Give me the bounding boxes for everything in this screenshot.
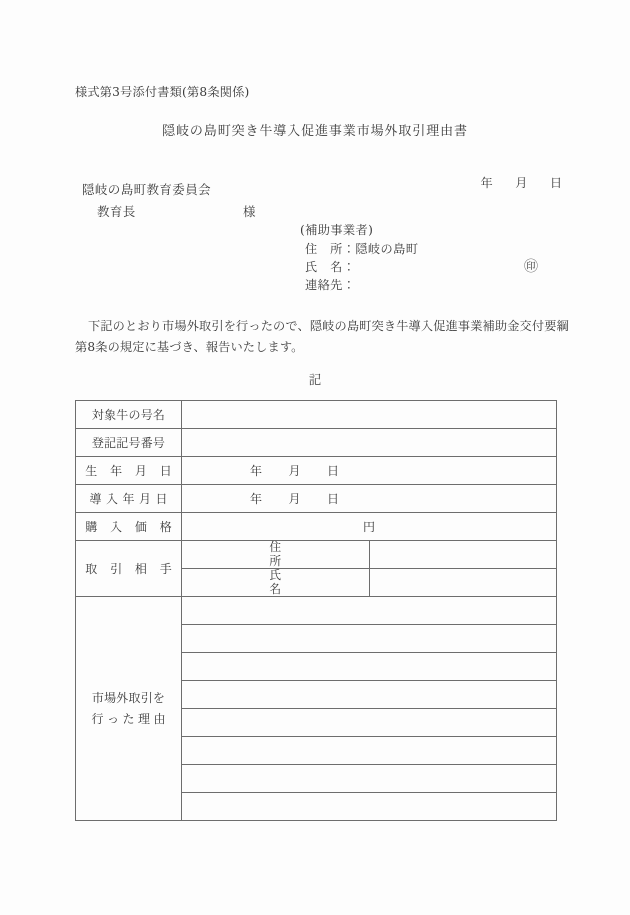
row-value-introduction-date[interactable]: [182, 485, 557, 513]
table-row: [76, 485, 557, 513]
birth-month-label: 月: [288, 464, 302, 478]
row-label-purchase-price: 購 入 価 格: [76, 513, 182, 541]
row-value-partner-address[interactable]: [369, 541, 557, 569]
form-code: 様式第3号添付書類(第8条関係): [75, 85, 250, 99]
sublabel-partner-address-char1: 住: [269, 540, 282, 555]
introduction-year-label: 年: [250, 492, 263, 506]
reason-write-line[interactable]: [182, 625, 557, 653]
date-line: [463, 160, 563, 205]
row-label-introduction-date: 導入年月日: [76, 485, 182, 513]
body-paragraph-line-2: 第8条の規定に基づき、報告いたします。: [75, 340, 304, 354]
birth-day-label: 日: [327, 464, 340, 478]
introduction-month-label: 月: [288, 492, 302, 506]
row-value-partner-name[interactable]: [369, 569, 557, 597]
reason-write-line[interactable]: [182, 737, 557, 765]
table-row: [76, 541, 557, 569]
reason-write-line[interactable]: [182, 793, 557, 821]
body-paragraph-line-1: 下記のとおり市場外取引を行ったので、隠岐の島町突き牛導入促進事業補助金交付要綱: [88, 319, 569, 333]
row-value-registration-number[interactable]: [182, 429, 557, 457]
row-value-purchase-price[interactable]: [182, 513, 557, 541]
table-row: [76, 457, 557, 485]
sublabel-partner-name: [182, 569, 370, 597]
sublabel-partner-address-char2: 所: [269, 553, 282, 568]
seal-stamp-icon: ㊞: [524, 259, 538, 275]
reason-label-line-2: 行った理由: [91, 711, 169, 726]
applicant-name-field: 氏 名：: [305, 260, 356, 274]
table-row: [76, 597, 557, 625]
introduction-day-label: 日: [327, 492, 340, 506]
reason-write-line[interactable]: [182, 597, 557, 625]
sublabel-partner-address: [182, 541, 370, 569]
reason-write-line[interactable]: [182, 765, 557, 793]
addressee-honorific: 様: [243, 204, 256, 219]
applicant-contact-field: 連絡先：: [305, 278, 356, 292]
reason-write-line[interactable]: [182, 653, 557, 681]
currency-unit-label: 円: [362, 520, 375, 534]
table-row: [76, 401, 557, 429]
table-row: [76, 429, 557, 457]
applicant-address-field: 住 所：隠岐の島町: [305, 242, 419, 256]
page-title: 隠岐の島町突き牛導入促進事業市場外取引理由書: [162, 124, 468, 139]
sublabel-partner-name-char1: 氏: [269, 568, 282, 583]
form-table: [75, 400, 557, 821]
reason-write-line[interactable]: [182, 709, 557, 737]
birth-year-label: 年: [250, 464, 263, 478]
row-label-reason: [76, 597, 182, 821]
table-row: [76, 513, 557, 541]
reason-write-line[interactable]: [182, 681, 557, 709]
sublabel-partner-name-char2: 名: [269, 581, 282, 596]
ki-marker: 記: [308, 372, 322, 387]
addressee-title: 教育長: [97, 204, 136, 219]
row-label-birth-date: 生 年 月 日: [76, 457, 182, 485]
reason-label-line-1: 市場外取引を: [91, 690, 166, 705]
applicant-heading: (補助事業者): [300, 223, 374, 237]
row-label-transaction-partner: 取 引 相 手: [76, 541, 182, 597]
row-label-registration-number: 登記記号番号: [76, 429, 182, 457]
date-year-label: 年: [480, 176, 494, 190]
date-day-label: 日: [549, 176, 563, 190]
row-label-cattle-name: 対象牛の号名: [76, 401, 182, 429]
row-value-cattle-name[interactable]: [182, 401, 557, 429]
addressee-organization: 隠岐の島町教育委員会: [82, 182, 212, 197]
row-value-birth-date[interactable]: [182, 457, 557, 485]
date-month-label: 月: [515, 176, 528, 190]
